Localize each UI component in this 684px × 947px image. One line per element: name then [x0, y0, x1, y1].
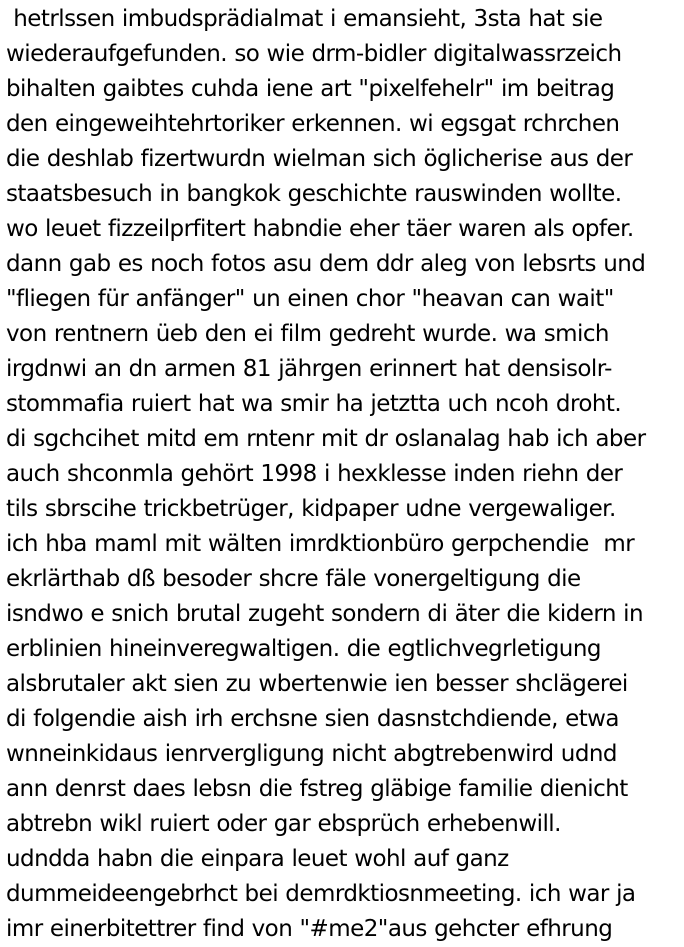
- text-line: "fliegen für anfänger" un einen chor "heavan can wait": [6, 286, 614, 312]
- text-line: tils sbrscihe trickbetrüger, kidpaper udne vergewaliger.: [6, 496, 616, 522]
- text-line: di folgendie aish irh erchsne sien dasnstchdiende, etwa: [6, 706, 619, 732]
- text-line: isndwo e snich brutal zugeht sondern di äter die kidern in: [6, 601, 644, 627]
- text-line: wo leuet fizzeilprfitert habndie eher täer waren als opfer.: [6, 216, 634, 242]
- text-line: die deshlab fizertwurdn wielman sich öglicherise aus der: [6, 146, 633, 172]
- text-line: stommafia ruiert hat wa smir ha jetztta uch ncoh droht.: [6, 391, 622, 417]
- text-line: bihalten gaibtes cuhda iene art "pixelfehelr" im beitrag: [6, 76, 615, 102]
- text-line: wiederaufgefunden. so wie drm-bidler digitalwassrzeich: [6, 41, 622, 67]
- text-line: dummeideengebrhct bei demrdktiosnmeeting. ich war ja: [6, 881, 636, 907]
- text-line: imr einerbitettrer find von "#me2"aus gehcter efhrung: [6, 916, 613, 942]
- text-line: ich hba maml mit wälten imrdktionbüro gerpchendie mr: [6, 531, 635, 557]
- text-line: irgdnwi an dn armen 81 jährgen erinnert hat densisolr-: [6, 356, 612, 382]
- text-line: wnneinkidaus ienrvergligung nicht abgtrebenwird udnd: [6, 741, 617, 767]
- text-line: udndda habn die einpara leuet wohl auf ganz: [6, 846, 509, 872]
- text-line: den eingeweihtehrtoriker erkennen. wi egsgat rchrchen: [6, 111, 620, 137]
- text-line: di sgchcihet mitd em rntenr mit dr oslanalag hab ich aber: [6, 426, 646, 452]
- text-line: ekrlärthab dß besoder shcre fäle vonergeltigung die: [6, 566, 581, 592]
- text-line: ann denrst daes lebsn die fstreg gläbige familie dienicht: [6, 776, 628, 802]
- text-line: auch shconmla gehört 1998 i hexklesse inden riehn der: [6, 461, 623, 487]
- text-line: hetrlssen imbudsprädialmat i emansieht, 3sta hat sie: [6, 6, 603, 32]
- text-line: abtrebn wikl ruiert oder gar ebsprüch erhebenwill.: [6, 811, 561, 837]
- text-line: staatsbesuch in bangkok geschichte rauswinden wollte.: [6, 181, 622, 207]
- text-line: von rentnern üeb den ei film gedreht wurde. wa smich: [6, 321, 609, 347]
- text-line: erblinien hineinveregwaltigen. die egtlichvegrletigung: [6, 636, 601, 662]
- text-line: alsbrutaler akt sien zu wbertenwie ien besser shclägerei: [6, 671, 628, 697]
- text-line: dann gab es noch fotos asu dem ddr aleg von lebsrts und: [6, 251, 646, 277]
- document-text-block: [6, 2, 682, 947]
